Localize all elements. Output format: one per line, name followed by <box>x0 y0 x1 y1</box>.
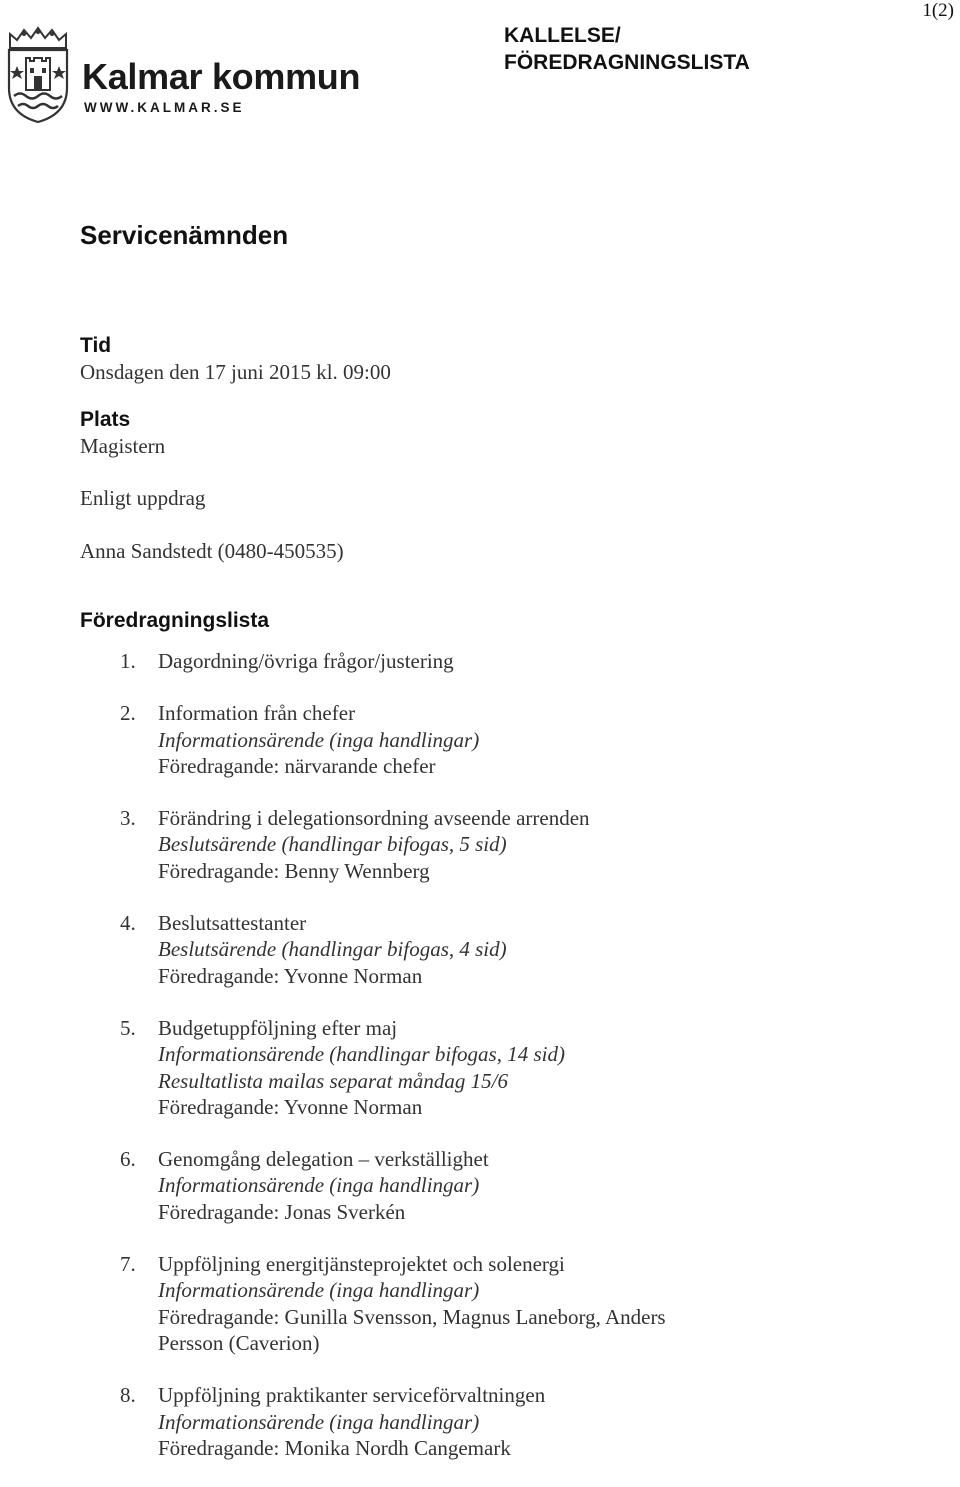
kalmar-kommun-logo <box>4 26 361 126</box>
agenda-item-title: Förändring i delegationsordning avseende arrenden <box>158 806 590 831</box>
agenda-item-type: Beslutsärende (handlingar bifogas, 4 sid) <box>158 937 507 962</box>
agenda-item-number: 2. <box>120 701 136 726</box>
agenda-item-title: Budgetuppföljning efter maj <box>158 1015 398 1040</box>
agenda-item-number: 8. <box>120 1383 136 1408</box>
page-title: Servicenämnden <box>80 220 289 250</box>
agenda-item <box>120 648 920 674</box>
agenda-heading-block <box>80 608 269 634</box>
agenda-item-number: 5. <box>120 1015 136 1040</box>
page-number: 1(2) <box>922 0 954 21</box>
logo-url: WWW.KALMAR.SE <box>84 100 245 115</box>
agenda-item-title: Genomgång delegation – verkställighet <box>158 1147 489 1172</box>
agenda-item-title: Information från chefer <box>158 701 356 726</box>
agenda-item-presenter: Föredragande: Yvonne Norman <box>158 963 423 988</box>
agenda-item <box>120 805 920 884</box>
agenda-item-presenter: Föredragande: närvarande chefer <box>158 753 436 778</box>
time-label: Tid <box>80 334 112 357</box>
logo-name: Kalmar kommun <box>82 56 361 97</box>
agenda-item-title: Dagordning/övriga frågor/justering <box>158 649 454 673</box>
agenda-heading: Föredragningslista <box>80 609 270 632</box>
agenda-item <box>120 1251 920 1356</box>
agenda-item-type: Informationsärende (inga handlingar) <box>158 1173 480 1198</box>
agenda-item <box>120 700 920 779</box>
agenda-item <box>120 1146 920 1225</box>
attendees <box>80 485 205 511</box>
time-value: Onsdagen den 17 juni 2015 kl. 09:00 <box>80 360 391 384</box>
agenda-item <box>120 1382 920 1461</box>
agenda-item-type: Informationsärende (inga handlingar) <box>158 727 480 752</box>
agenda-item-type: Informationsärende (inga handlingar) <box>158 1278 480 1303</box>
agenda-item-title: Uppföljning praktikanter serviceförvaltningen <box>158 1383 546 1408</box>
meeting-place <box>80 407 165 459</box>
agenda-item-title: Uppföljning energitjänsteprojektet och solenergi <box>158 1252 565 1277</box>
agenda-item-presenter: Föredragande: Gunilla Svensson, Magnus Laneborg, Anders <box>158 1304 666 1329</box>
agenda-item-number: 1. <box>120 649 136 673</box>
place-value: Magistern <box>80 434 166 458</box>
agenda-item-presenter: Föredragande: Monika Nordh Cangemark <box>158 1435 511 1460</box>
agenda-item-type: Informationsärende (handlingar bifogas, 14 sid) <box>158 1042 565 1067</box>
agenda-item-number: 6. <box>120 1147 136 1172</box>
contact-text: Anna Sandstedt (0480-450535) <box>80 539 344 563</box>
agenda-item <box>120 910 920 989</box>
agenda-item-presenter: Föredragande: Jonas Sverkén <box>158 1199 406 1224</box>
agenda-item-type: Informationsärende (inga handlingar) <box>158 1409 480 1434</box>
agenda-item-note: Resultatlista mailas separat måndag 15/6 <box>158 1068 509 1093</box>
document-type: KALLELSE/ FÖREDRAGNINGSLISTA <box>504 24 750 74</box>
agenda-item <box>120 1015 920 1120</box>
agenda-item-number: 7. <box>120 1252 136 1277</box>
agenda-item-presenter: Föredragande: Benny Wennberg <box>158 858 430 883</box>
attendees-text: Enligt uppdrag <box>80 486 206 510</box>
agenda-item-number: 3. <box>120 806 136 831</box>
contact <box>80 538 344 564</box>
agenda-list <box>120 648 920 1487</box>
agenda-item-number: 4. <box>120 911 136 936</box>
place-label: Plats <box>80 408 131 431</box>
meeting-time <box>80 333 391 385</box>
agenda-item-type: Beslutsärende (handlingar bifogas, 5 sid) <box>158 832 507 857</box>
agenda-item-presenter-cont: Persson (Caverion) <box>158 1330 320 1355</box>
agenda-item-title: Beslutsattestanter <box>158 911 307 936</box>
coat-of-arms-icon <box>4 26 72 124</box>
agenda-item-presenter: Föredragande: Yvonne Norman <box>158 1094 423 1119</box>
